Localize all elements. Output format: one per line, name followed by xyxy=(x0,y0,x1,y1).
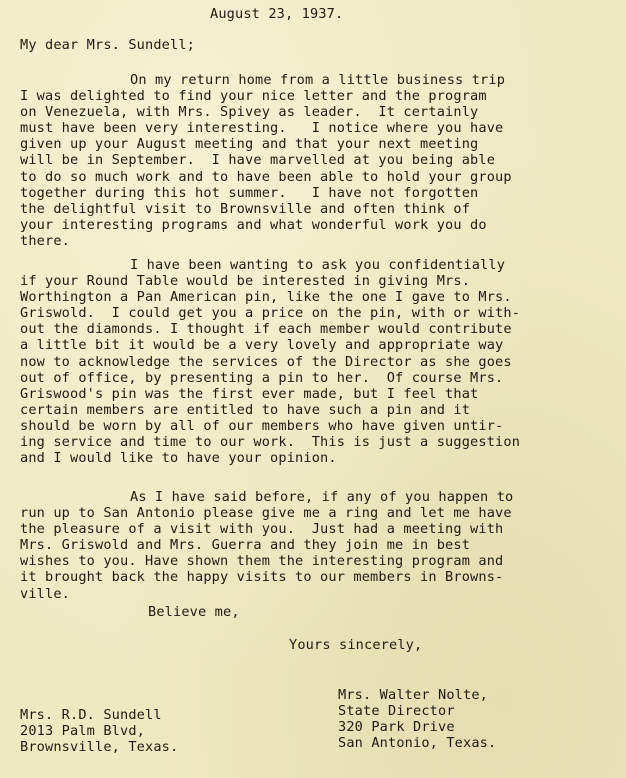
paragraph-line: your interesting programs and what wonderful work you do xyxy=(20,216,487,233)
paragraph-line: and I would like to have your opinion. xyxy=(20,450,337,467)
paragraph-line: I was delighted to find your nice letter and the program xyxy=(20,88,487,105)
paragraph-line: it brought back the happy visits to our members in Browns- xyxy=(20,569,504,586)
paragraph-line: On my return home from a little business trip xyxy=(130,72,506,88)
paragraph-line: together during this hot summer. I have not forgotten xyxy=(20,184,479,201)
recipient-block xyxy=(20,707,178,755)
paragraph-line: out the diamonds. I thought if each member would contribute xyxy=(20,321,512,338)
paragraph-line: Griswold. I could get you a price on the pin, with or with- xyxy=(20,305,521,322)
recipient-city: Brownsville, Texas. xyxy=(20,739,179,756)
paragraph-line: now to acknowledge the services of the Director as she goes xyxy=(20,353,512,370)
paragraph-line: should be worn by all of our members who have given untir- xyxy=(20,417,504,434)
paragraph-line: wishes to you. Have shown them the interesting program and xyxy=(20,553,504,570)
paragraph-line: out of office, by presenting a pin to her. Of course Mrs. xyxy=(20,369,504,386)
paragraph-line: there. xyxy=(20,232,71,249)
paragraph-line: run up to San Antonio please give me a ring and let me have xyxy=(20,505,512,522)
paragraph-line: given up your August meeting and that your next meeting xyxy=(20,136,479,153)
recipient-street: 2013 Palm Blvd, xyxy=(20,723,146,740)
paragraph-line: As I have said before, if any of you happen to xyxy=(130,489,514,505)
sender-city: San Antonio, Texas. xyxy=(338,735,497,752)
paragraph-line: if your Round Table would be interested in giving Mrs. xyxy=(20,273,471,290)
paragraph-line: Worthington a Pan American pin, like the one I gave to Mrs. xyxy=(20,289,512,306)
paragraph-line: ville. xyxy=(20,585,71,602)
paragraph-line: a little bit it would be a very lovely and appropriate way xyxy=(20,337,504,354)
paragraph-line: will be in September. I have marvelled at you being able xyxy=(20,152,496,169)
paragraph-line: certain members are entitled to have such a pin and it xyxy=(20,401,471,418)
sender-title: State Director xyxy=(338,703,455,720)
letter-date: August 23, 1937. xyxy=(210,6,344,22)
believe-me-line: Believe me, xyxy=(148,604,240,620)
paragraph-line: Mrs. Griswold and Mrs. Guerra and they join me in best xyxy=(20,537,471,554)
paragraph-2 xyxy=(20,257,620,466)
paragraph-1 xyxy=(20,72,620,249)
sender-name: Mrs. Walter Nolte, xyxy=(338,687,489,703)
closing-line: Yours sincerely, xyxy=(289,637,423,653)
paragraph-line: ing service and time to our work. This is just a suggestion xyxy=(20,434,521,451)
recipient-name: Mrs. R.D. Sundell xyxy=(20,707,162,723)
salutation: My dear Mrs. Sundell; xyxy=(20,37,196,53)
paragraph-3 xyxy=(20,489,620,602)
paragraph-line: I have been wanting to ask you confidentially xyxy=(130,257,506,273)
sender-block xyxy=(338,687,496,751)
paragraph-line: must have been very interesting. I notice where you have xyxy=(20,120,504,137)
paragraph-line: the pleasure of a visit with you. Just had a meeting with xyxy=(20,521,504,538)
paragraph-line: the delightful visit to Brownsville and often think of xyxy=(20,200,471,217)
paragraph-line: on Venezuela, with Mrs. Spivey as leader. It certainly xyxy=(20,104,479,121)
paragraph-line: Griswood's pin was the first ever made, but I feel that xyxy=(20,385,479,402)
sender-street: 320 Park Drive xyxy=(338,719,455,736)
paragraph-line: to do so much work and to have been able to hold your group xyxy=(20,168,512,185)
